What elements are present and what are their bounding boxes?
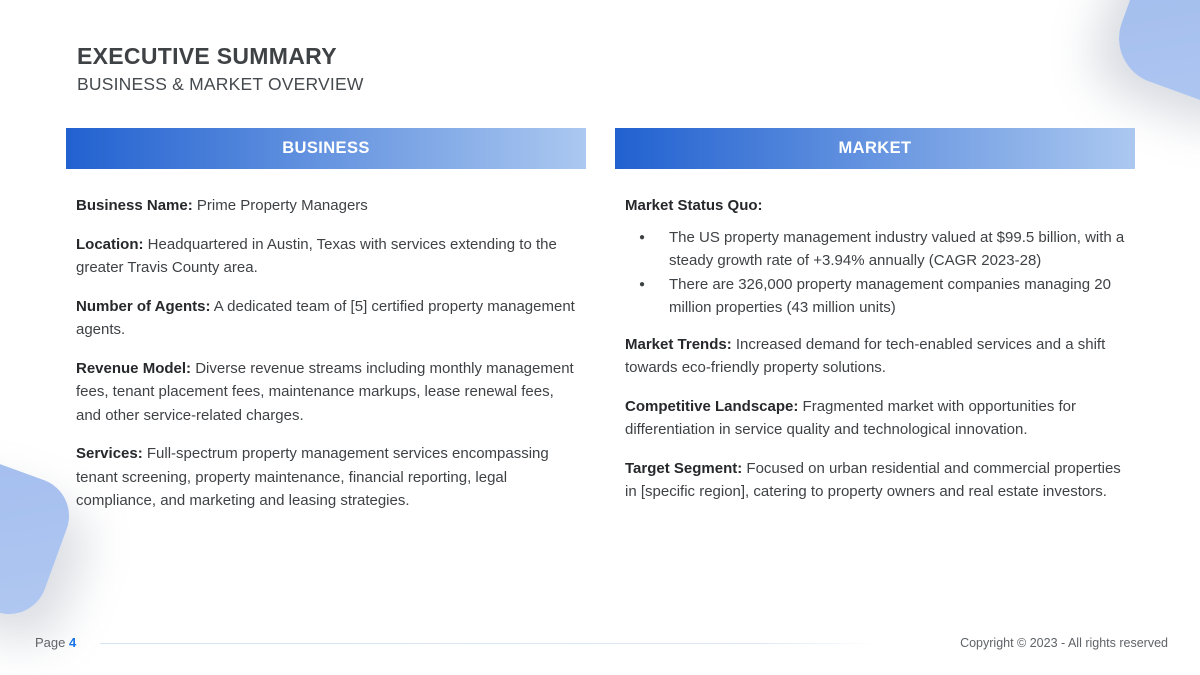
business-column [66, 128, 586, 528]
business-item-location-text: Headquartered in Austin, Texas with services extending to the greater Travis County area. [76, 235, 557, 276]
market-item-competitive-text: Fragmented market with opportunities for differentiation in service quality and technological innovation. [625, 397, 1077, 438]
market-item-trends-text: Increased demand for tech-enabled services and a shift towards eco-friendly property solutions. [625, 335, 1106, 376]
business-item-revenue-label: Revenue Model: [76, 359, 192, 377]
business-item-revenue-text: Diverse revenue streams including monthly management fees, tenant placement fees, maintenance markups, lease renewal fees, and other service-related charges. [76, 359, 574, 424]
page-title: EXECUTIVE SUMMARY [77, 43, 337, 69]
business-item-location-label: Location: [76, 235, 144, 253]
business-item-services-label: Services: [76, 445, 143, 462]
market-item-target [625, 457, 1125, 504]
page-number [35, 635, 76, 650]
market-item-trends [625, 333, 1125, 380]
page-subtitle: BUSINESS & MARKET OVERVIEW [77, 74, 364, 94]
page-number-label: Page [35, 635, 66, 650]
market-item-target-text: Focused on urban residential and commercial properties in [specific region], catering to property owners and real estate investors. [625, 459, 1121, 500]
business-column-header: BUSINESS [66, 128, 586, 169]
business-item-agents [76, 295, 576, 342]
market-column-body [615, 169, 1135, 504]
decorative-shape-top-right [1106, 0, 1200, 124]
business-item-agents-text: A dedicated team of [5] certified property management agents. [76, 297, 575, 338]
list-item: ● The US property management industry valued at $99.5 billion, with a steady growth rate of +3.94% annually (CAGR 2023-28) [669, 226, 1125, 273]
slide-header [77, 43, 364, 95]
business-item-location [76, 233, 576, 280]
business-item-services [76, 442, 576, 513]
market-column-header: MARKET [615, 128, 1135, 169]
market-status-quo-label: Market Status Quo: [625, 197, 763, 214]
business-item-revenue [76, 357, 576, 428]
market-status-quo-heading [625, 194, 1125, 218]
market-item-target-label: Target Segment: [625, 459, 743, 477]
business-column-body [66, 169, 586, 513]
business-item-name-text: Prime Property Managers [196, 197, 368, 214]
market-item-trends-label: Market Trends: [625, 335, 732, 353]
market-status-quo-list [625, 226, 1125, 320]
footer-divider [100, 643, 880, 644]
business-item-agents-label: Number of Agents: [76, 297, 211, 315]
columns-container [66, 128, 1135, 528]
list-item: ● There are 326,000 property management companies managing 20 million properties (43 million units) [669, 273, 1125, 320]
market-item-competitive-label: Competitive Landscape: [625, 397, 799, 415]
business-item-services-text: Full-spectrum property management services encompassing tenant screening, property maintenance, financial reporting, legal compliance, and marketing and leasing strategies. [76, 445, 549, 509]
page-number-value: 4 [69, 635, 77, 650]
business-item-name [76, 194, 576, 218]
market-item-competitive [625, 395, 1125, 442]
business-item-name-label: Business Name: [76, 197, 193, 214]
market-column [615, 128, 1135, 528]
copyright-text: Copyright © 2023 - All rights reserved [960, 636, 1168, 650]
